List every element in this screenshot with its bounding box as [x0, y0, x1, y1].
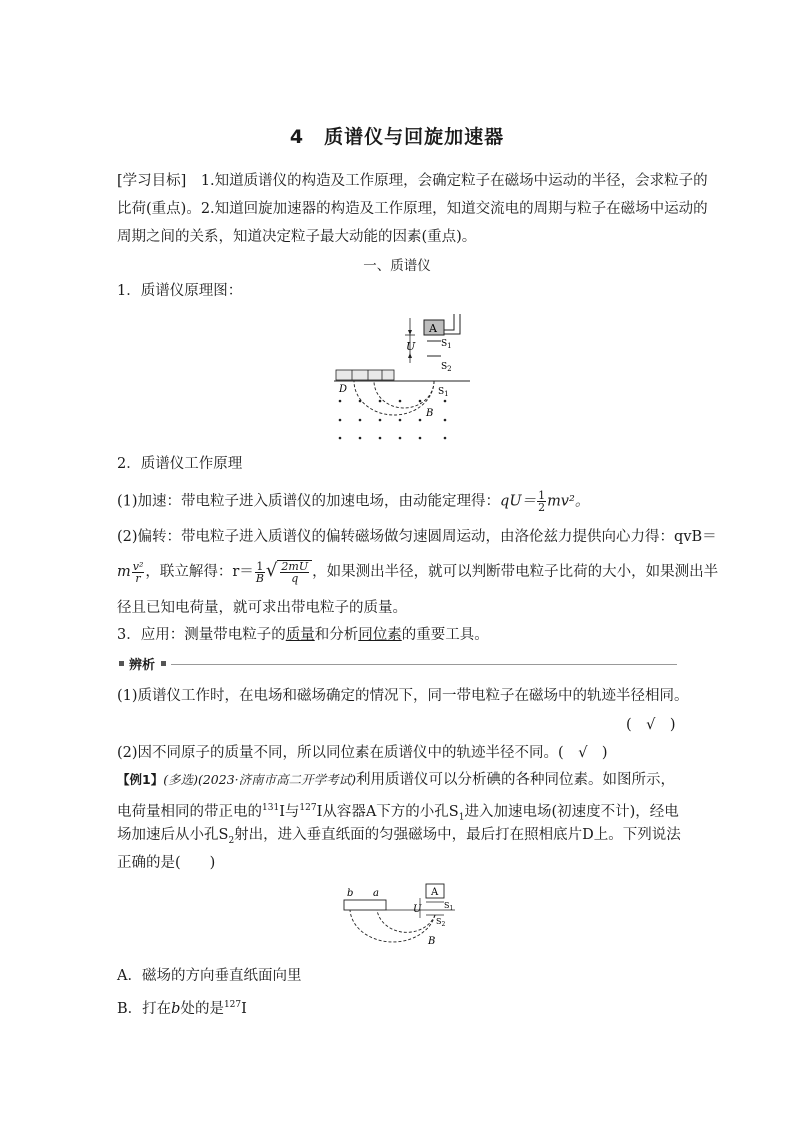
item-1-heading: 1．质谱仪原理图： — [117, 283, 243, 299]
item-2-heading: 2．质谱仪工作原理 — [117, 456, 243, 472]
option-A: A．磁场的方向垂直纸面向里 — [117, 968, 302, 984]
fig1-label-S2: $S_2$ — [441, 362, 452, 373]
principle-deflection-line-3: 径且已知电荷量，就可求出带电粒子的质量。 — [117, 600, 407, 616]
option-B: B．打在b处的是$^{127}$I — [117, 1000, 247, 1017]
fig2-label-U: U — [413, 904, 422, 915]
analysis-divider — [117, 656, 677, 672]
fig1-label-B: B — [426, 408, 434, 419]
fig2-label-B: B — [428, 936, 436, 947]
example-1-line-4: 正确的是( ) — [117, 855, 216, 871]
fig1-label-D: D — [339, 384, 348, 395]
analysis-label: 辨析 — [129, 658, 156, 673]
principle-deflection-line-2: m $\frac{\text{v²}}{r}$ ，联立解得：r＝ $\frac{1}{B}$ √ $\frac{2mU}{q}$ ，如果测出半径，就可以判断带电粒子比荷的大小，如果测出半 — [117, 559, 719, 585]
item-3-application: 3．应用：测量带电粒子的质量和分析同位素的重要工具。 — [117, 627, 489, 643]
judgement-2: (2)因不同原子的质量不同，所以同位素在质谱仪中的轨迹半径不同。( √ ) — [117, 745, 608, 761]
example-1-line-3: 场加速后从小孔$S_2$射出，进入垂直纸面的匀强磁场中，最后打在照相底片D上。下列说法 — [117, 827, 681, 846]
section-heading-mass-spectrometer: 一、质谱仪 — [363, 258, 431, 274]
example-diagram — [340, 882, 465, 952]
fig1-label-U: U — [406, 340, 416, 353]
fig2-label-S2: $S_2$ — [436, 917, 446, 928]
fig2-label-b: b — [347, 888, 354, 899]
principle-deflection-line-1: (2)偏转：带电粒子进入质谱仪的偏转磁场做匀速圆周运动，由洛伦兹力提供向心力得：qvB＝ — [117, 529, 717, 545]
judgement-1: (1)质谱仪工作时，在电场和磁场确定的情况下，同一带电粒子在磁场中的轨迹半径相同。 — [117, 688, 689, 704]
fig2-label-a: a — [373, 888, 379, 899]
mass-spectrometer-diagram — [330, 308, 475, 448]
fig1-label-S: $S_1$ — [438, 387, 449, 398]
fig2-label-A: A — [431, 887, 439, 898]
fig1-label-A: A — [429, 322, 437, 335]
fig2-label-S1: $S_1$ — [444, 901, 454, 912]
objectives-line-2: 比荷(重点)。2.知道回旋加速器的构造及工作原理，知道交流电的周期与粒子在磁场中运动的 — [117, 201, 708, 217]
judgement-1-mark: ( √ ) — [626, 717, 676, 733]
objectives-line-1: [学习目标] 1.知道质谱仪的构造及工作原理，会确定粒子在磁场中运动的半径，会求粒子的 — [117, 173, 708, 189]
page-title: 4 质谱仪与回旋加速器 — [289, 126, 505, 148]
example-1-line-1: 【例1】(多选)(2023·济南市高二开学考试)利用质谱仪可以分析碘的各种同位素。如图所示， — [117, 772, 675, 788]
fig1-label-S1: $S_1$ — [441, 339, 452, 350]
example-1-line-2: 电荷量相同的带正电的$^{131}$I与$^{127}$I从容器A下方的小孔$S_1$进入加速电场(初速度不计)，经电 — [117, 803, 679, 823]
objectives-line-3: 周期之间的关系，知道决定粒子最大动能的因素(重点)。 — [117, 229, 477, 245]
principle-acceleration: (1)加速：带电粒子进入质谱仪的加速电场，由动能定理得：qU＝ $\frac{1}{2}$ mv²。 — [117, 489, 590, 514]
